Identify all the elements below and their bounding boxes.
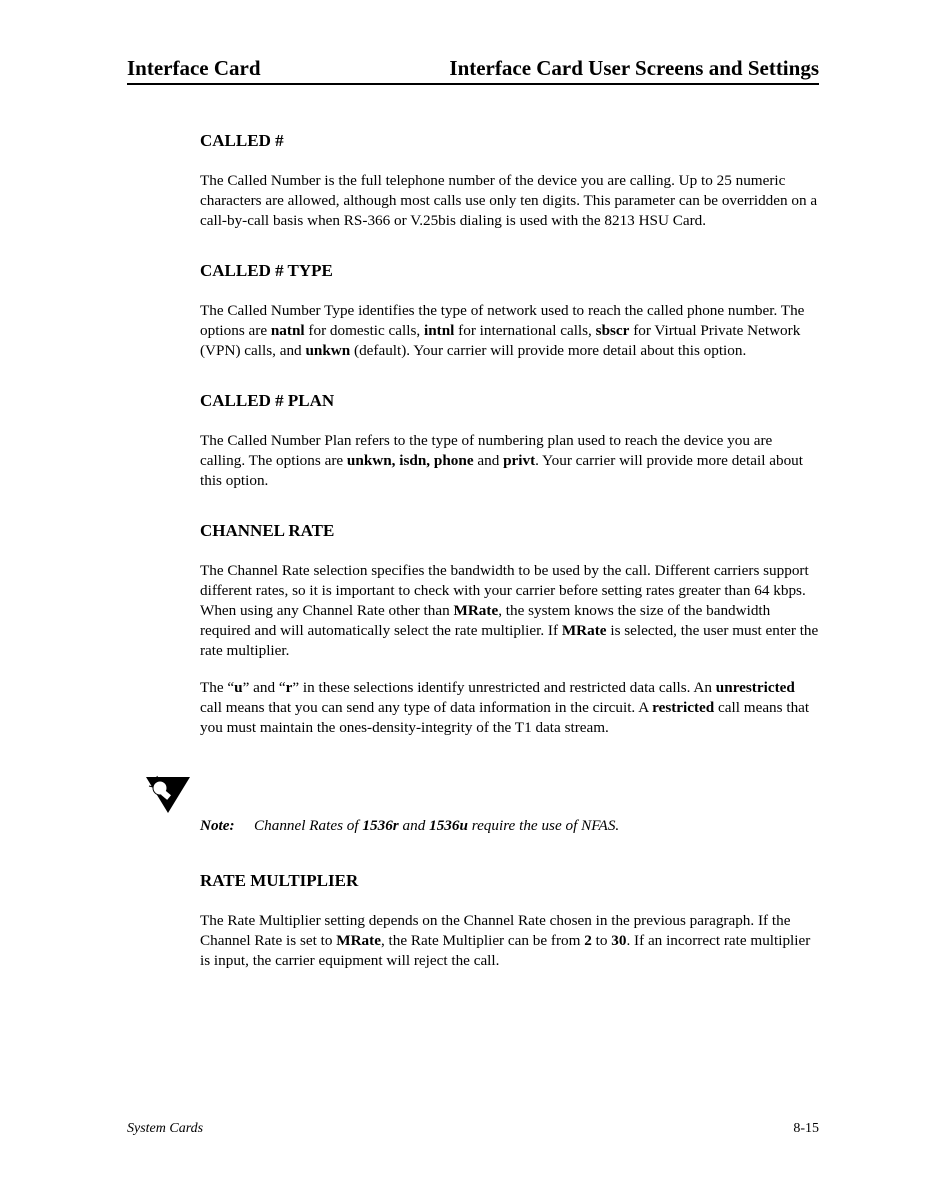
term-mrate: MRate bbox=[336, 932, 381, 949]
text-run: and bbox=[398, 817, 430, 834]
text-run: , the system knows the size of the bandwidth required and will automatically select the rate multiplier. If bbox=[200, 602, 771, 639]
text-run: call means that you must maintain the ones-density-integrity of the T1 data stream. bbox=[200, 699, 810, 736]
section-rate-multiplier bbox=[200, 870, 820, 971]
page-footer bbox=[127, 1121, 819, 1137]
text-run: Channel Rates of bbox=[254, 817, 363, 834]
section-paragraph bbox=[200, 301, 820, 361]
note-label: Note: bbox=[200, 817, 235, 834]
header-rule bbox=[127, 83, 819, 85]
option-natnl: natnl bbox=[270, 322, 305, 339]
text-run: The Channel Rate selection specifies the bandwidth to be used by the call. Different carriers support different rates, so it is important to check with your carrier before setting rates greater than 64 kbps. When using any Channel Rate other than bbox=[200, 562, 809, 619]
note-block bbox=[200, 776, 820, 840]
value-min: 2 bbox=[584, 932, 592, 949]
section-channel-rate bbox=[200, 520, 820, 738]
option-intnl: intnl bbox=[423, 322, 455, 339]
term-r: r bbox=[285, 679, 293, 696]
term-mrate: MRate bbox=[453, 602, 499, 619]
page-number: 8-15 bbox=[793, 1121, 819, 1136]
section-called-type bbox=[200, 260, 820, 361]
section-paragraph bbox=[200, 561, 820, 661]
text-run: The Rate Multiplier setting depends on the Channel Rate chosen in the previous paragraph. If the Channel Rate is set to bbox=[200, 912, 791, 949]
text-run: ” in these selections identify unrestricted and restricted data calls. An bbox=[292, 679, 716, 696]
section-heading: CHANNEL RATE bbox=[200, 521, 335, 540]
text-run: ” and “ bbox=[242, 679, 286, 696]
note-text bbox=[200, 816, 619, 836]
text-run: , the Rate Multiplier can be from bbox=[380, 932, 585, 949]
text-run: call means that you can send any type of data information in the circuit. A bbox=[200, 699, 653, 716]
text-run: and bbox=[473, 452, 504, 469]
text-run: The Called Number Type identifies the type of network used to reach the called phone number. The options are bbox=[200, 302, 805, 339]
section-heading: CALLED # PLAN bbox=[200, 391, 335, 410]
header-left-title: Interface Card bbox=[127, 56, 261, 80]
option-sbscr: sbscr bbox=[595, 322, 630, 339]
text-run: is selected, the user must enter the rate multiplier. bbox=[200, 622, 819, 659]
section-paragraph: The Called Number is the full telephone number of the device you are calling. Up to 25 numeric characters are allowed, although most calls use only ten digits. This parameter can be overridden on a call-by-call basis when RS-366 or V.25bis dialing is used with the 8213 HSU Card. bbox=[200, 172, 818, 229]
term-mrate: MRate bbox=[561, 622, 607, 639]
lightbulb-note-icon bbox=[144, 773, 192, 815]
section-heading: RATE MULTIPLIER bbox=[200, 871, 359, 890]
text-run: The “ bbox=[200, 679, 235, 696]
option-unkwn: unkwn bbox=[305, 342, 351, 359]
section-heading: CALLED # bbox=[200, 131, 284, 150]
header-right-title: Interface Card User Screens and Settings bbox=[449, 56, 819, 80]
text-run: to bbox=[591, 932, 612, 949]
value-max: 30 bbox=[611, 932, 627, 949]
text-run: for international calls, bbox=[454, 322, 596, 339]
section-called-number bbox=[200, 130, 820, 231]
text-run: for domestic calls, bbox=[304, 322, 424, 339]
rate-1536u: 1536u bbox=[429, 817, 468, 834]
section-paragraph bbox=[200, 678, 820, 738]
section-heading: CALLED # TYPE bbox=[200, 261, 333, 280]
footer-section-name: System Cards bbox=[127, 1121, 204, 1136]
section-called-plan bbox=[200, 390, 820, 491]
option-privt: privt bbox=[503, 452, 536, 469]
term-unrestricted: unrestricted bbox=[715, 679, 795, 696]
text-run: The Called Number Plan refers to the type of numbering plan used to reach the device you are calling. The options are bbox=[200, 432, 773, 469]
text-run: . Your carrier will provide more detail about this option. bbox=[200, 452, 803, 489]
term-u: u bbox=[234, 679, 243, 696]
term-restricted: restricted bbox=[652, 699, 715, 716]
text-run: (default). Your carrier will provide more detail about this option. bbox=[350, 342, 747, 359]
section-paragraph bbox=[200, 911, 820, 971]
text-run: require the use of NFAS. bbox=[467, 817, 620, 834]
text-run: for Virtual Private Network (VPN) calls, and bbox=[200, 322, 801, 359]
page-header bbox=[127, 56, 819, 81]
text-run: . If an incorrect rate multiplier is input, the carrier equipment will reject the call. bbox=[200, 932, 811, 969]
plan-options: unkwn, isdn, phone bbox=[346, 452, 474, 469]
section-paragraph bbox=[200, 431, 820, 491]
rate-1536r: 1536r bbox=[362, 817, 399, 834]
page-content bbox=[200, 130, 820, 1000]
